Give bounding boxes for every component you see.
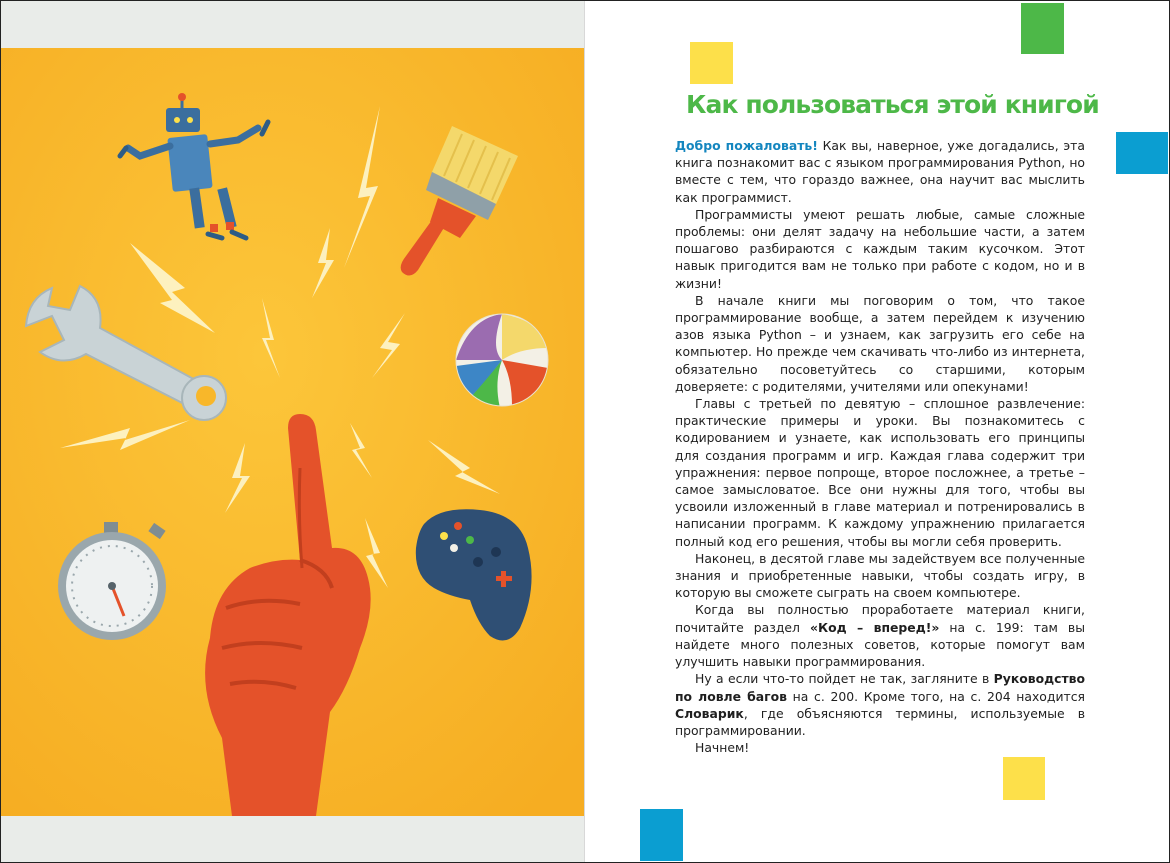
paragraph-chapters: Главы с третьей по девятую – сплошное развлечение: практические примеры и уроки. Вы познакомитесь с кодированием и узнаете, как использовать его принципы для создания программ и игр. Каждая глава содержит три упражнения: первое попроще, второе посложнее, а третье – самое замысловатое. Все они нужны для того, чтобы вы усвоили изложенный в главе материал и потренировались в написании программ. К каждому упражнению прилагается полный код его решения, чтобы вы могли себя проверить. (675, 396, 1085, 549)
body-text (675, 137, 1085, 756)
bugs-before: Ну а если что-то пойдет не так, загляните в (695, 671, 994, 687)
paragraph-start: Начнем! (695, 740, 750, 756)
paragraph-problems: Программисты умеют решать любые, самые сложные проблемы: они делят задачу на небольшие части, а затем пошагово разбираются с каждым таким кусочком. Этот навык пригодится вам не только при работе с кодом, но и в жизни! (675, 206, 1085, 291)
decor-square-blue-bottom (640, 809, 683, 861)
page-title: Как пользоваться этой книгой (686, 90, 1099, 119)
decor-square-green-top (1021, 3, 1064, 54)
paragraph-code-forward (675, 601, 1085, 670)
decor-square-yellow-top (690, 42, 733, 84)
paragraph-welcome (675, 137, 1085, 206)
welcome-lead: Добро пожаловать! (675, 138, 818, 153)
decor-square-blue-right (1116, 132, 1168, 174)
welcome-text: Как вы, наверное, уже догадались, эта книга познакомит вас с языком программирования Python, но вместе с тем, что гораздо важнее, она научит вас мыслить как программист. (675, 138, 1085, 205)
bugs-middle: на с. 200. Кроме того, на с. 204 находится (786, 688, 1085, 704)
bug-guide-ref: Руководство по ловле багов (675, 671, 1085, 704)
illustration (0, 48, 584, 816)
glossary-ref: Словарик (675, 705, 744, 721)
code-forward-before: Когда вы полностью проработаете материал книги, почитайте раздел (675, 602, 1085, 635)
left-page (0, 0, 584, 863)
bugs-after: , где объясняются термины, используемые в программировании. (675, 705, 1085, 738)
paragraph-intro: В начале книги мы поговорим о том, что такое программирование вообще, а затем перейдем к изучению азов языка Python – и узнаем, как загрузить его себе на компьютер. Но прежде чем скачивать что-либо из интернета, обязательно посоветуйтесь со старшими, которым доверяете: с родителями, учителями или опекунами! (675, 292, 1085, 394)
code-forward-after: на с. 199: там вы найдете много полезных советов, которые помогут вам улучшить навыки программирования. (675, 619, 1085, 670)
decor-square-yellow-bottom (1003, 757, 1045, 800)
paragraph-bugs (675, 670, 1085, 739)
paragraph-game: Наконец, в десятой главе мы задействуем все полученные знания и приобретенные навыки, чтобы создать игру, в которую вы сможете сыграть на своем компьютере. (675, 550, 1085, 601)
code-forward-ref: «Код – вперед!» (809, 619, 940, 635)
